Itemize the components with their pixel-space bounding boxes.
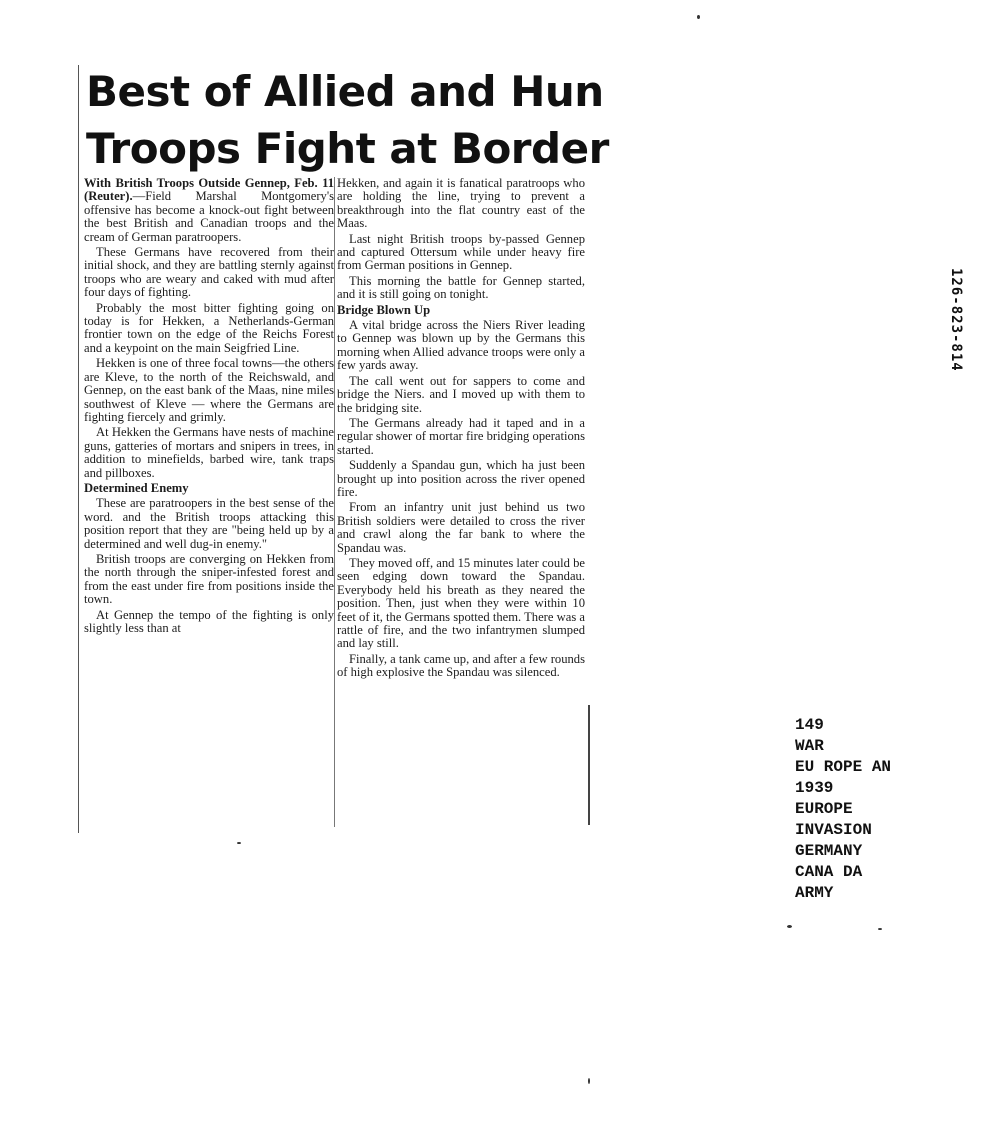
right-rule (588, 705, 590, 825)
headline (86, 63, 609, 177)
scan-speck (588, 1078, 590, 1084)
article-paragraph: Suddenly a Spandau gun, which ha just been brought up into position across the river opened fire. (337, 458, 585, 499)
article-paragraph: This morning the battle for Gennep started, and it is still going on tonight. (337, 273, 585, 302)
article-paragraph: Finally, a tank came up, and after a few rounds of high explosive the Spandau was silenced. (337, 651, 585, 680)
tag-line: 1939 (795, 779, 834, 797)
tag-line: ARMY (795, 884, 834, 902)
article-paragraph: Probably the most bitter fighting going on today is for Hekken, a Netherlands-German frontier town on the edge of the Reichs Forest and a keypoint on the main Seigfried Line. (84, 300, 334, 355)
subject-tags (795, 715, 891, 904)
subhead-bridge-blown-up: Bridge Blown Up (337, 302, 431, 317)
article-paragraph: They moved off, and 15 minutes later could be seen edging down toward the Spandau. Everybody held his breath as they neared the position. Then, just when they were within 10 feet of it, the Germans spotted them. There was a rattle of fire, and the two infantrymen slumped and lay still. (337, 555, 585, 651)
article-paragraph: At Gennep the tempo of the fighting is only slightly less than at (84, 607, 334, 635)
article-paragraph: The Germans already had it taped and in a regular shower of mortar fire bridging operations started. (337, 415, 585, 457)
article-paragraph: At Hekken the Germans have nests of machine guns, gatteries of mortars and snipers in trees, in addition to minefields, barbed wire, tank traps and pillboxes. (84, 425, 334, 480)
tag-line: 149 (795, 716, 824, 734)
article-column-left (84, 177, 334, 637)
article-column-right (337, 177, 585, 682)
tag-line: EUROPE (795, 800, 853, 818)
article-paragraph: A vital bridge across the Niers River leading to Gennep was blown up by the Germans this morning when Allied advance troops were only a few yards away. (337, 318, 585, 373)
article-paragraph: These are paratroopers in the best sense of the word. and the British troops attacking this position report that they are "being held up by a determined and well dug-in enemy." (84, 496, 334, 551)
scan-speck (787, 925, 792, 928)
subhead-determined-enemy: Determined Enemy (84, 480, 189, 495)
article-paragraph: Last night British troops by-passed Gennep and captured Ottersum while under heavy fire from German positions in Gennep. (337, 231, 585, 273)
archive-number: 126-823-814 (948, 268, 964, 372)
article-paragraph: The call went out for sappers to come and bridge the Niers. and I moved up with them to the bridging site. (337, 373, 585, 415)
tag-line: EU ROPE AN (795, 758, 892, 776)
scan-speck (237, 842, 241, 844)
tag-line: GERMANY (795, 842, 863, 860)
scan-speck (878, 928, 882, 930)
article-paragraph: From an infantry unit just behind us two British soldiers were detailed to cross the river and crawl along the far bank to where the Spandau was. (337, 500, 585, 555)
tag-line: CANA DA (795, 863, 863, 881)
tag-line: WAR (795, 737, 824, 755)
headline-line-2: Troops Fight at Border (86, 124, 609, 173)
dateline: With British Troops Outside Gennep, Feb. 11 (Reuter). (84, 176, 334, 204)
article-paragraph: These Germans have recovered from their initial shock, and they are battling sternly against troops who are weary and caked with mud after four days of fighting. (84, 245, 334, 300)
article-paragraph: With British Troops Outside Gennep, Feb. 11 (Reuter).—Field Marshal Montgomery's offensive has become a knock-out fight between the best British and Canadian troops and the cream of German paratroopers. (84, 176, 334, 244)
scan-speck (697, 15, 700, 19)
tag-line: INVASION (795, 821, 872, 839)
article-paragraph: British troops are converging on Hekken from the north through the sniper-infested forest and from the east under fire from positions inside the town. (84, 551, 334, 607)
left-rule (78, 65, 79, 833)
newspaper-clipping (78, 55, 609, 845)
article-paragraph: Hekken, and again it is fanatical paratroops who are holding the line, trying to prevent a breakthrough into the flat country east of the Maas. (337, 176, 585, 231)
headline-line-1: Best of Allied and Hun (86, 67, 604, 116)
column-rule (334, 177, 335, 827)
article-paragraph: Hekken is one of three focal towns—the others are Kleve, to the north of the Reichswald, and Gennep, on the east bank of the Maas, nine miles southwest of Kleve — where the Germans are fighting fiercely and grimly. (84, 356, 334, 424)
